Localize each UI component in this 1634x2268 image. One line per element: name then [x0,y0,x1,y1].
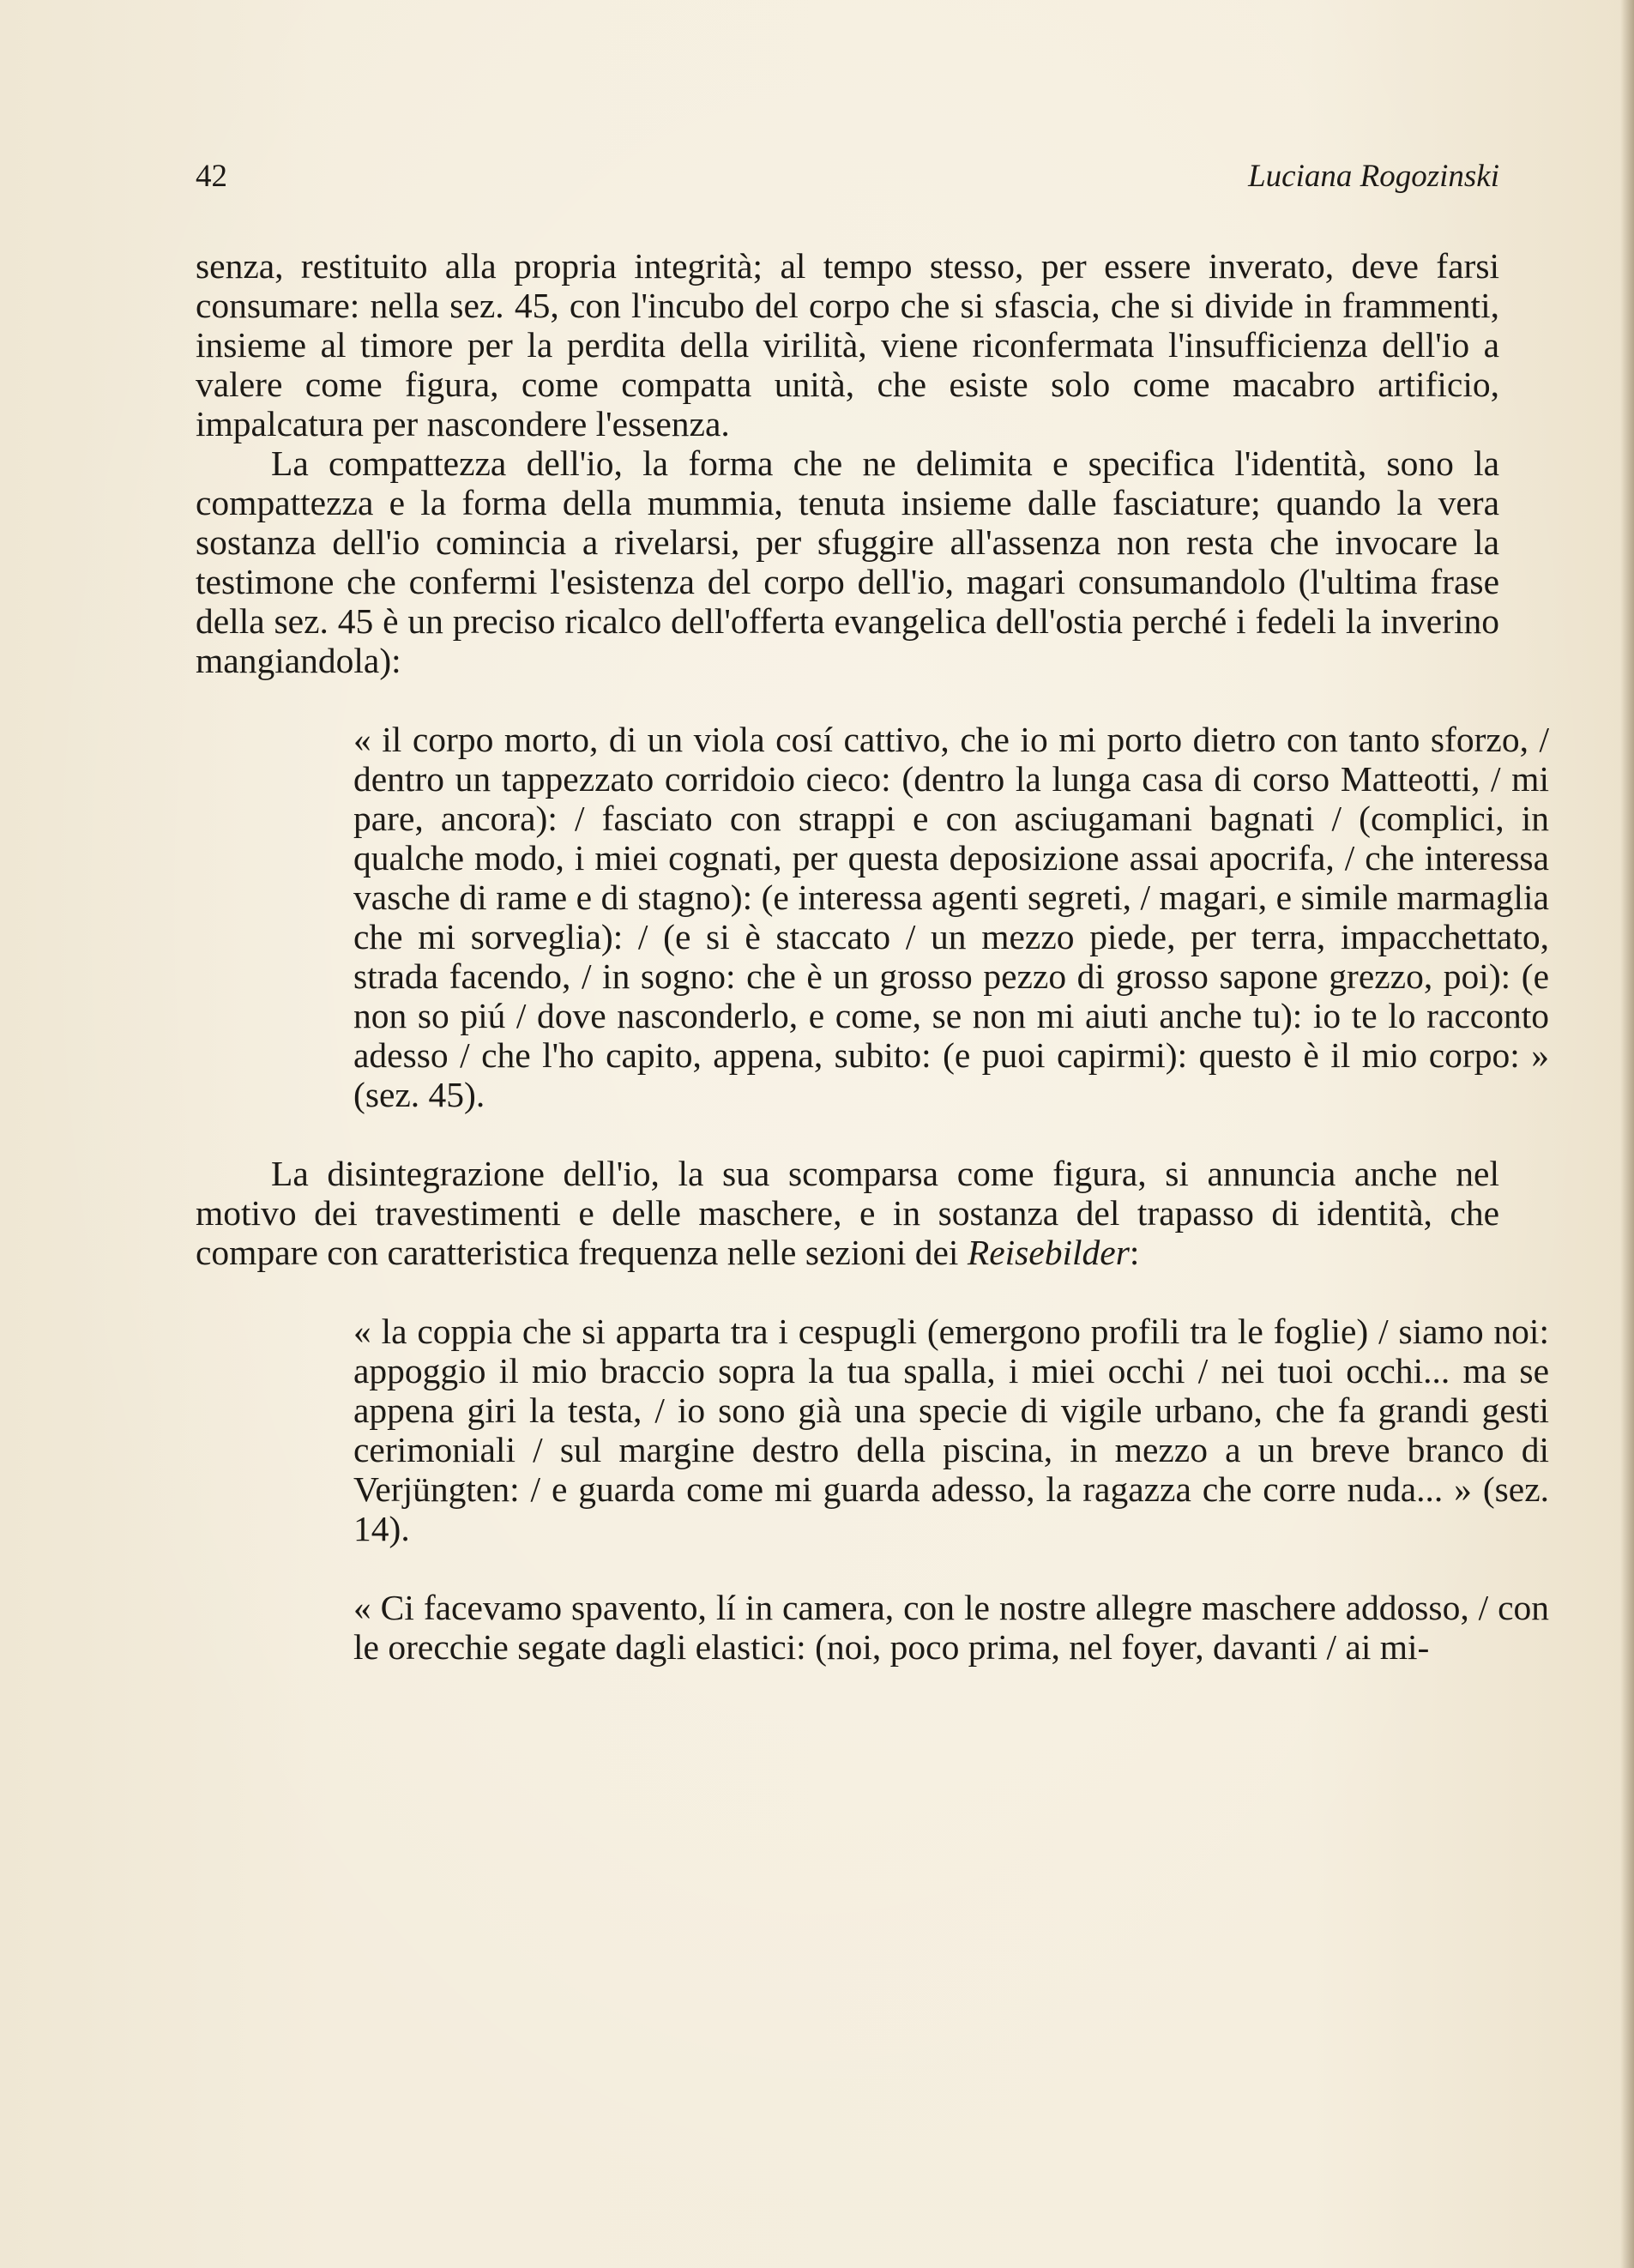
page-edge-shadow [1620,0,1634,2268]
work-title-reisebilder: Reisebilder [967,1233,1130,1272]
paragraph-disintegration-colon: : [1129,1233,1140,1272]
paragraph-disintegration-text: La disintegrazione dell'io, la sua scomparsa come figura, si annuncia anche nel motivo dei travestimenti e delle maschere, e in sostanza del trapasso di identità, che compare con caratteristica frequenza nelle sezioni dei [196,1154,1499,1272]
paragraph-continuation: senza, restituito alla propria integrità; al tempo stesso, per essere inverato, deve farsi consumare: nella sez. 45, con l'incubo del corpo che si sfascia, che si divide in frammenti, insieme al timore per la perdita della virilità, viene riconfermata l'insufficienza dell'io a valere come figura, come compatta unità, che esiste solo come macabro artificio, impalcatura per nascondere l'essenza. [196,246,1499,443]
page-number: 42 [196,159,227,194]
block-quote-sez-14: « la coppia che si apparta tra i cespugli (emergono profili tra le foglie) / siamo noi: appoggio il mio braccio sopra la tua spalla, i miei occhi / nei tuoi occhi... ma se appena giri la testa, / io sono già una specie di vigile urbano, che fa grandi gesti cerimoniali / sul margine destro della piscina, in mezzo a un breve branco di Verjüngten: / e guarda come mi guarda adesso, la ragazza che corre nuda... » (sez. 14). [353,1312,1549,1548]
paragraph-mummy: La compattezza dell'io, la forma che ne delimita e specifica l'identità, sono la compattezza e la forma della mummia, tenuta insieme dalle fasciature; quando la vera sostanza dell'io comincia a rivelarsi, per sfuggire all'assenza non resta che invocare la testimone che confermi l'esistenza del corpo dell'io, magari consumandolo (l'ultima frase della sez. 45 è un preciso ricalco dell'offerta evangelica dell'ostia perché i fedeli la inverino mangiandola): [196,443,1499,680]
page-header [196,158,1499,201]
body-text [196,246,1549,1667]
paragraph-disintegration [196,1154,1499,1272]
block-quote-sez-45: « il corpo morto, di un viola cosí cattivo, che io mi porto dietro con tanto sforzo, / dentro un tappezzato corridoio cieco: (dentro la lunga casa di corso Matteotti, / mi pare, ancora): / fasciato con strappi e con asciugamani bagnati / (complici, in qualche modo, i miei cognati, per questa deposizione assai apocrifa, / che interessa vasche di rame e di stagno): (e interessa agenti segreti, / magari, e simile marmaglia che mi sorveglia): / (e si è staccato / un mezzo piede, per terra, impacchettato, strada facendo, / in sogno: che è un grosso pezzo di grosso sapone grezzo, poi): (e non so piú / dove nasconderlo, e come, se non mi aiuti anche tu): io te lo racconto adesso / che l'ho capito, appena, subito: (e puoi capirmi): questo è il mio corpo: » (sez. 45). [353,720,1549,1114]
block-quote-maschere: « Ci facevamo spavento, lí in camera, con le nostre allegre maschere addosso, / con le orecchie segate dagli elastici: (noi, poco prima, nel foyer, davanti / ai mi- [353,1588,1549,1667]
running-head-author: Luciana Rogozinski [1248,159,1499,194]
